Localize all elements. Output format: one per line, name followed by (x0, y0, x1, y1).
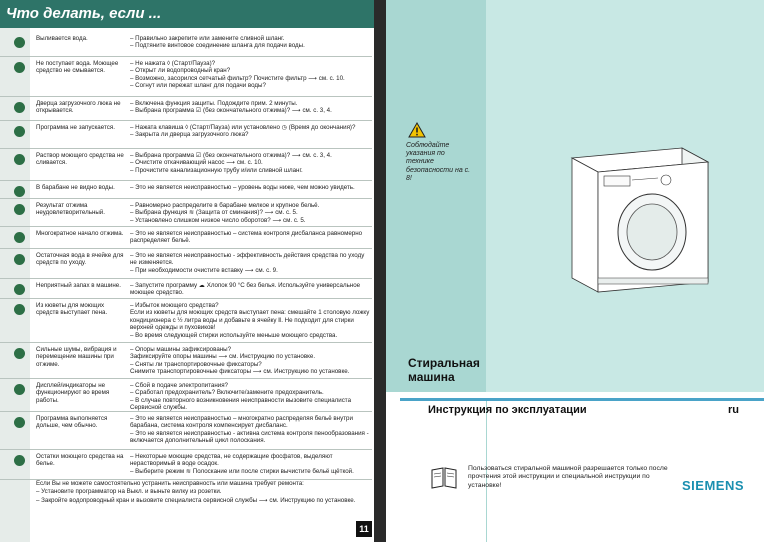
cause-item: – Запустите программу ☁ Хлопок 90 °C без белья. Используйте универсальное моющее средство. (130, 282, 361, 297)
product-title: Стиральная машина (408, 356, 480, 384)
table-row (0, 121, 372, 149)
cause-item: – Во время следующей стирки используйте меньше моющего средства. (130, 331, 338, 339)
cause-item: – Это не является неисправностью - эффективность действия средства по уходу не изменяется. (130, 252, 365, 267)
footer-note (36, 480, 370, 505)
washing-machine-illustration (562, 140, 712, 300)
bullet-icon (14, 62, 25, 73)
cause-item: – Закрыта ли дверца загрузочного люка? (130, 131, 249, 139)
problem-text: Результат отжима неудовлетворительный. (36, 202, 105, 217)
bullet-icon (14, 126, 25, 137)
bullet-icon (14, 455, 25, 466)
cause-item: Если из кюветы для моющих средств выступает пена: смешайте 1 столовую ложку кондиционера с ½ литра воды и добавьте в ячейку Ⅱ. Не подходит для стирки верхней одежды и пуховиков! (130, 309, 370, 332)
cause-item: – Подтяните винтовое соединение шланга для подачи воды. (130, 42, 305, 50)
causes-list (130, 252, 370, 274)
cause-item: – Равномерно распределите в барабане мелкое и крупное бельё. (130, 202, 320, 209)
causes-list (130, 302, 370, 339)
bullet-icon (14, 232, 25, 243)
cause-item: – Не нажата ◊ (Старт/Пауза)? (130, 60, 216, 67)
safety-warning-text: Соблюдайте указания по технике безопасности на с. 8! (406, 142, 471, 182)
bullet-icon (14, 348, 25, 359)
cause-item: – Это не является неисправностью - активна система контроля пенообразования - включается дополнительный цикл полоскания. (130, 429, 369, 445)
cause-item: – Сбой в подаче электропитания? (130, 382, 228, 389)
table-row (0, 57, 372, 97)
cause-item: – Выберите режим ≋ Полоскание или после стирки вычистите бельё щёткой. (130, 467, 354, 475)
problem-text: Выливается вода. (36, 35, 88, 42)
cause-item: – Некоторые моющие средства, не содержащие фосфатов, выделяют нерастворимый в воде осадок. (130, 453, 333, 468)
causes-list (130, 100, 370, 115)
cause-item: – Согнут или пережат шланг для подачи воды? (130, 82, 266, 90)
cause-item: – Это не является неисправностью – уровень воды ниже, чем можно увидеть. (130, 184, 355, 191)
problem-text: Программа выполняется дольше, чем обычно. (36, 415, 108, 430)
cause-item: – Опоры машины зафиксированы? (130, 346, 232, 353)
problem-text: Неприятный запах в машине. (36, 282, 121, 289)
cause-item: – Правильно закрепите или замените сливной шланг. (130, 35, 285, 42)
causes-list (130, 346, 370, 376)
table-row (0, 249, 372, 279)
cause-item: – Выбрана программа ☑ (без окончательного отжима)? ⟶ см. с. 3, 4. (130, 107, 332, 115)
causes-list (130, 230, 370, 245)
problem-text: Из кюветы для моющих средств выступает пена. (36, 302, 108, 317)
footer-step: – Установите программатор на Выкл. и выньте вилку из розетки. (36, 488, 222, 496)
footer-step: – Закройте водопроводный кран и вызовите специалиста сервисной службы ⟶ см. Инструкцию по установке. (36, 496, 356, 504)
cause-item: – Открыт ли водопроводный кран? (130, 67, 231, 75)
cause-item: – При необходимости очистите вставку ⟶ см. с. 9. (130, 266, 278, 274)
cause-item: – Очистите откачивающий насос ⟶ см. с. 10. (130, 159, 263, 167)
book-icon (430, 466, 458, 490)
causes-list (130, 453, 370, 475)
table-row (0, 181, 372, 199)
causes-list (130, 124, 370, 139)
table-row (0, 32, 372, 57)
causes-list (130, 282, 370, 297)
left-page (0, 0, 374, 542)
table-row (0, 450, 372, 480)
cause-item: – Это не является неисправностью – система контроля дисбаланса равномерно распределяет бельё. (130, 230, 363, 245)
divider-line (400, 398, 764, 401)
table-row (0, 149, 372, 181)
usage-notice: Пользоваться стиральной машиной разрешается только после прочтения этой инструкции и специальной инструкции по установке! (468, 465, 668, 489)
problem-text: В барабане не видно воды. (36, 184, 115, 191)
brand-logo: SIEMENS (682, 478, 745, 493)
problem-text: Многократное начало отжима. (36, 230, 124, 237)
cause-item: – В случае повторного возникновения неисправности вызовите специалиста Сервисной службы. (130, 396, 352, 412)
table-row (0, 199, 372, 227)
cause-item: – Выбрана функция ≋ (Защита от сминания)? ⟶ см. с. 5. (130, 209, 298, 217)
left-header (0, 0, 374, 28)
table-row (0, 379, 372, 412)
cause-item: – Установлено слишком низкое число оборотов? ⟶ см. с. 5. (130, 216, 306, 224)
footer-intro: Если Вы не можете самостоятельно устранить неисправность или машина требует ремонта: (36, 480, 304, 487)
problem-text: Дисплей/индикаторы не функционируют во время работы. (36, 382, 110, 404)
language-code: ru (728, 404, 739, 416)
causes-list (130, 202, 370, 224)
bullet-icon (14, 204, 25, 215)
cause-item: – Нажата клавиша ◊ (Старт/Пауза) или установлено ◷ (Время до окончания)? (130, 124, 356, 131)
bullet-icon (14, 304, 25, 315)
causes-list (130, 60, 370, 90)
problem-text: Не поступает вода. Моющее средство не смывается. (36, 60, 119, 75)
cause-item: – Выбрана программа ☑ (без окончательного отжима)? ⟶ см. с. 3, 4. (130, 152, 332, 159)
cause-item: – Избыток моющего средства? (130, 302, 219, 309)
warning-icon (408, 122, 426, 138)
problem-text: Сильные шумы, вибрация и перемещение машины при отжиме. (36, 346, 117, 368)
bullet-icon (14, 254, 25, 265)
table-row (0, 279, 372, 299)
book-gutter (374, 0, 386, 542)
troubleshooting-table (0, 32, 372, 480)
causes-list (130, 184, 370, 191)
bullet-icon (14, 384, 25, 395)
problem-text: Программа не запускается. (36, 124, 115, 131)
bullet-icon (14, 37, 25, 48)
bullet-icon (14, 102, 25, 113)
page-number: 11 (356, 521, 372, 537)
problem-text: Остаточная вода в ячейке для средств по уходу. (36, 252, 124, 267)
right-page (386, 0, 764, 542)
causes-list (130, 415, 370, 445)
bullet-icon (14, 417, 25, 428)
causes-list (130, 35, 370, 50)
cause-item: – Это не является неисправностью – многократно распределяя бельё внутри барабана, система контроля компенсирует дисбаланс. (130, 415, 353, 430)
cause-item: Зафиксируйте опоры машины ⟶ см. Инструкцию по установке. (130, 353, 316, 361)
table-row (0, 299, 372, 343)
manual-title: Инструкция по эксплуатации (428, 404, 587, 416)
cause-item: Снимите транспортировочные фиксаторы ⟶ см. Инструкцию по установке. (130, 368, 350, 376)
problem-text: Дверца загрузочного люка не открывается. (36, 100, 121, 115)
bullet-icon (14, 186, 25, 197)
causes-list (130, 152, 370, 174)
table-row (0, 227, 372, 249)
cause-item: – Сняты ли транспортировочные фиксаторы? (130, 360, 262, 368)
cause-item: – Возможно, засорился сетчатый фильтр? Почистите фильтр ⟶ см. с. 10. (130, 74, 345, 82)
cause-item: – Прочистите канализационную трубу и/или сливной шланг. (130, 166, 303, 174)
page-title: Что делать, если ... (6, 5, 162, 22)
problem-text: Остатки моющего средства на белье. (36, 453, 124, 468)
table-row (0, 97, 372, 121)
cause-item: – Включена функция защиты. Подождите прим. 2 минуты. (130, 100, 298, 107)
table-row (0, 343, 372, 379)
bullet-icon (14, 154, 25, 165)
bullet-icon (14, 284, 25, 295)
causes-list (130, 382, 370, 412)
problem-text: Раствор моющего средства не сливается. (36, 152, 124, 167)
table-row (0, 412, 372, 450)
cause-item: – Сработал предохранитель? Включите/замените предохранитель. (130, 389, 324, 397)
